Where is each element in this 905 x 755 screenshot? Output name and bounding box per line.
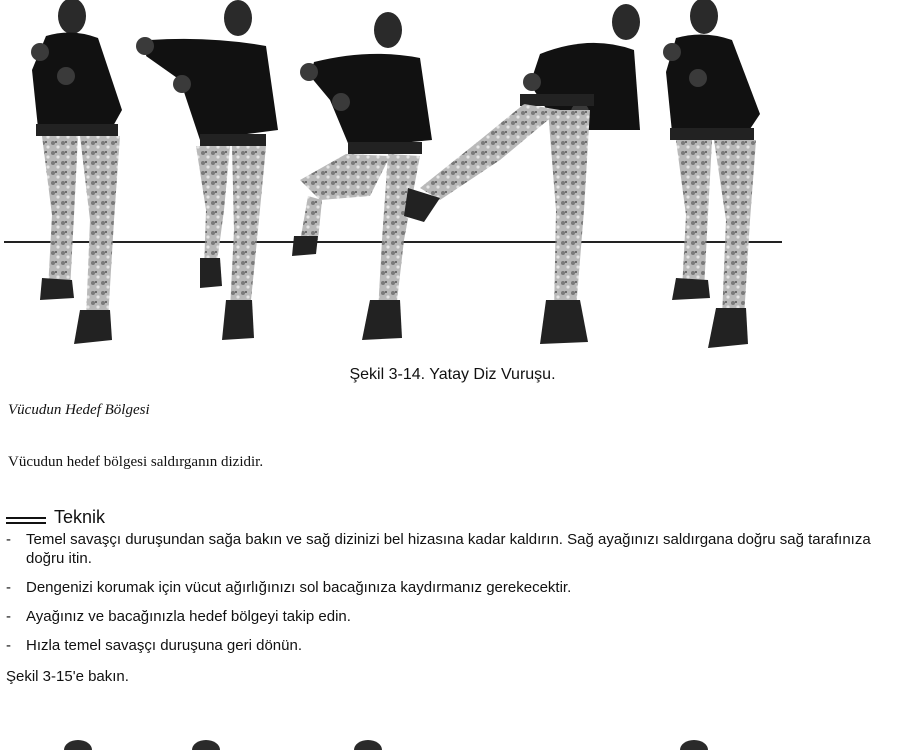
step-text: Temel savaşçı duruşundan sağa bakın ve sağ dizinizi bel hizasına kadar kaldırın. Sağ ayağınızı saldırgana doğru sağ tarafınıza doğru itin. <box>26 531 871 567</box>
list-item <box>6 607 886 626</box>
technique-steps <box>6 530 886 665</box>
list-item <box>6 636 886 655</box>
soldier-frame-2 <box>136 0 278 340</box>
figure-kick-sequence <box>0 0 905 360</box>
soldier-frame-4 <box>404 4 640 344</box>
dash-bullet-icon: - <box>6 637 11 654</box>
technique-heading-label: Teknik <box>54 507 106 527</box>
double-rule-icon <box>6 517 46 524</box>
step-text: Hızla temel savaşçı duruşuna geri dönün. <box>26 637 302 654</box>
target-area-heading: Vücudun Hedef Bölgesi <box>8 402 150 418</box>
next-figure-partial <box>0 728 905 750</box>
target-area-text: Vücudun hedef bölgesi saldırganın dizidir. <box>8 454 264 470</box>
step-text: Dengenizi korumak için vücut ağırlığınızı sol bacağınıza kaydırmanız gerekecektir. <box>26 579 572 596</box>
dash-bullet-icon: - <box>6 531 11 548</box>
dash-bullet-icon: - <box>6 579 11 596</box>
figure-caption: Şekil 3-14. Yatay Diz Vuruşu. <box>349 366 556 383</box>
technique-heading <box>6 507 105 528</box>
figure-reference: Şekil 3-15'e bakın. <box>6 668 129 685</box>
soldier-frame-1 <box>31 0 122 344</box>
list-item <box>6 578 886 597</box>
dash-bullet-icon: - <box>6 608 11 625</box>
list-item <box>6 530 886 568</box>
soldier-frame-5 <box>663 0 760 348</box>
step-text: Ayağınız ve bacağınızla hedef bölgeyi takip edin. <box>26 608 351 625</box>
soldier-frame-3 <box>292 12 432 340</box>
figure-illustration <box>0 0 905 360</box>
